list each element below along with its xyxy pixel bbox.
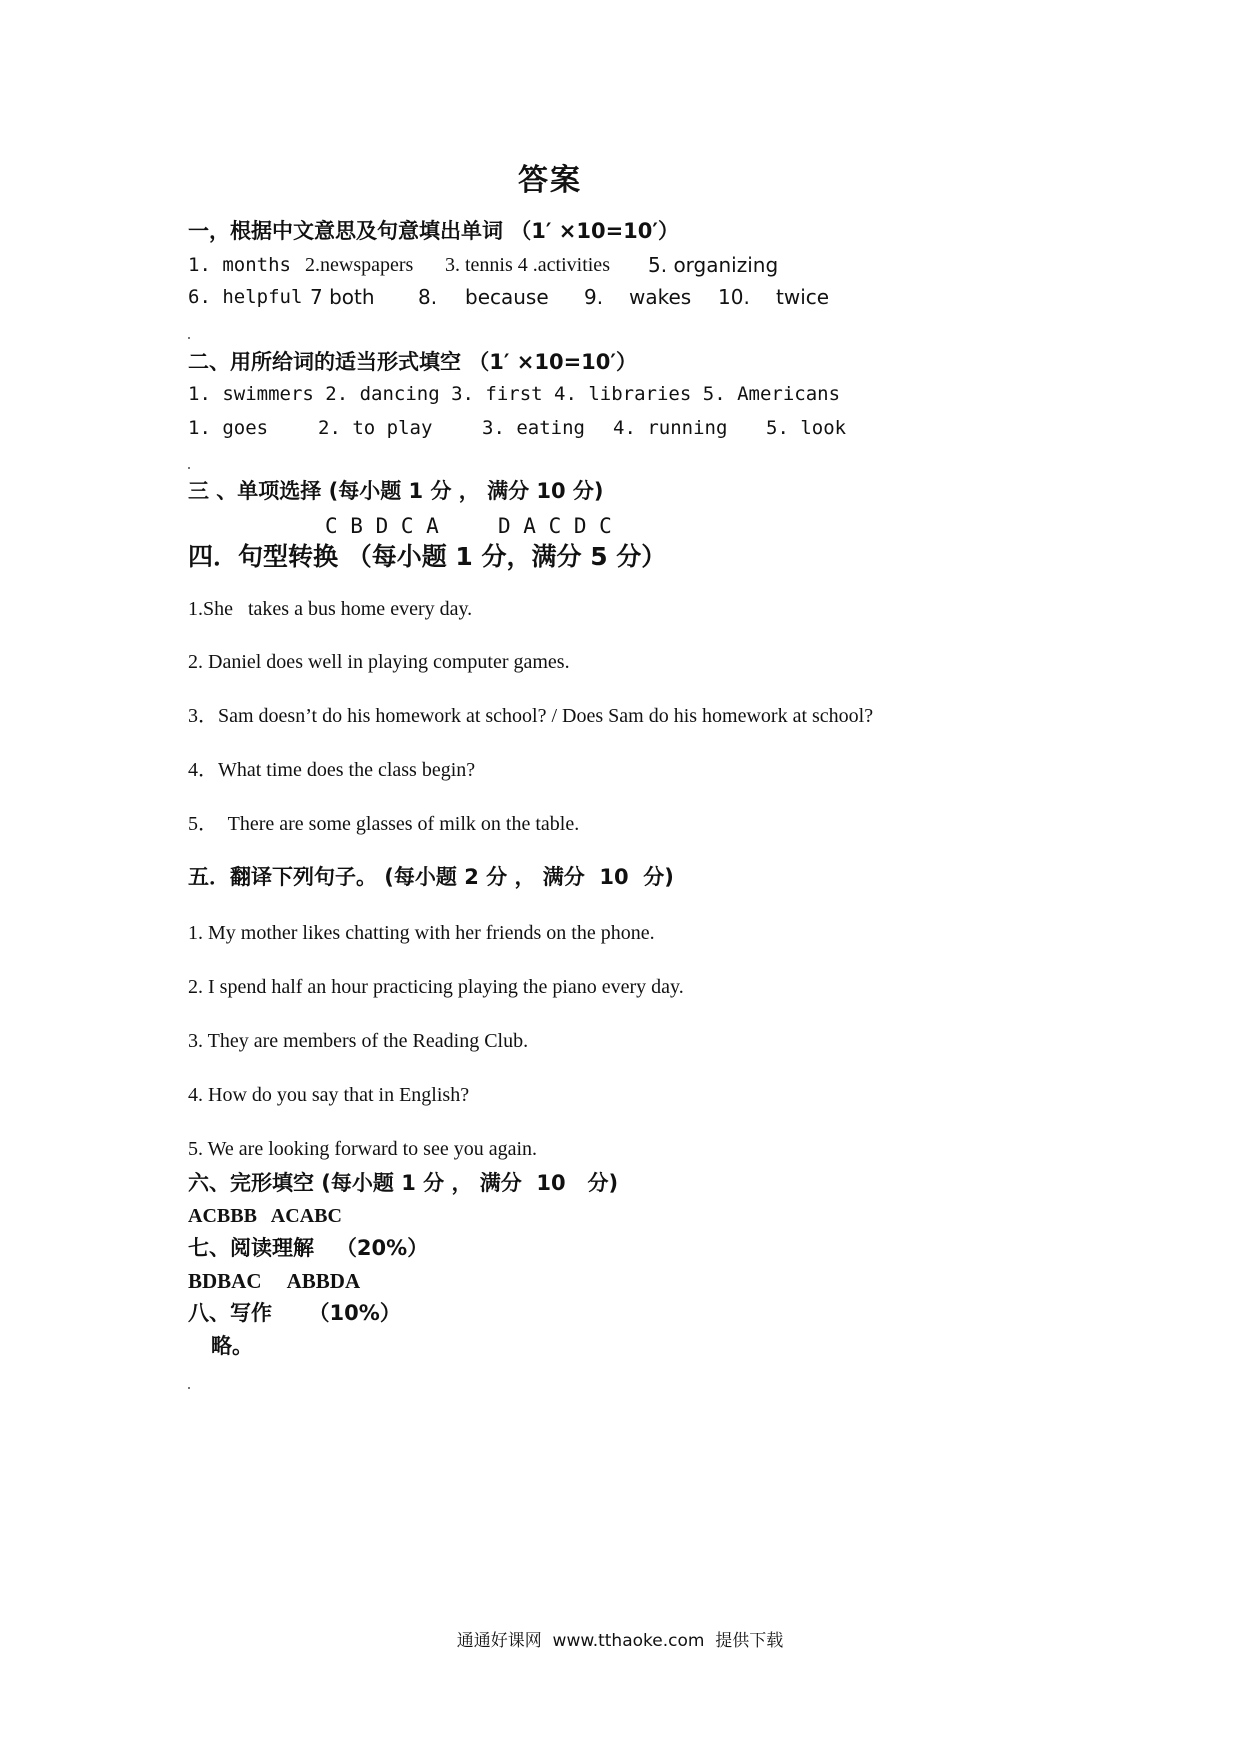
- answer-item: 2. to play: [318, 417, 433, 439]
- list-item: 5． There are some glasses of milk on the table.: [188, 813, 580, 835]
- section-2-row-1: 1. swimmers 2. dancing 3. first 4. libraries 5. Americans: [188, 383, 841, 405]
- answer-item: 3. tennis 4 .activities: [445, 254, 610, 276]
- section-6-answers: ACBBB ACABC: [188, 1205, 342, 1227]
- list-item: 2. Daniel does well in playing computer games.: [188, 651, 570, 673]
- answer-item: 4. running: [613, 417, 728, 439]
- answer-group: D A C D C: [498, 514, 612, 538]
- answer-item: 8.: [418, 285, 438, 309]
- answer-item: 3. eating: [482, 417, 585, 439]
- list-item: 3．Sam doesn’t do his homework at school? / Does Sam do his homework at school?: [188, 705, 874, 727]
- section-8-heading: 八、写作 （10%）: [188, 1301, 401, 1325]
- answer-item: 7 both: [310, 285, 375, 309]
- section-4-heading: 四．句型转换 （每小题 1 分，满分 5 分）: [188, 542, 667, 571]
- answer-item: 10.: [718, 285, 750, 309]
- list-item: 4. How do you say that in English?: [188, 1084, 470, 1106]
- section-2-heading: 二、用所给词的适当形式填空 （1′ ×10=10′）: [188, 350, 637, 374]
- section-8-answer: 略。: [211, 1334, 253, 1358]
- answer-item: because: [465, 285, 549, 309]
- list-item: 1. My mother likes chatting with her friends on the phone.: [188, 922, 655, 944]
- answer-item: 6. helpful: [188, 286, 303, 308]
- list-item: 3. They are members of the Reading Club.: [188, 1030, 529, 1052]
- section-3-heading: 三 、单项选择 (每小题 1 分 ， 满分 10 分): [188, 479, 604, 503]
- section-7-answers: BDBAC ABBDA: [188, 1269, 361, 1293]
- section-6-heading: 六、完形填空 (每小题 1 分 ， 满分 10 分): [188, 1171, 619, 1195]
- section-5-heading: 五．翻译下列句子。 (每小题 2 分 ， 满分 10 分): [188, 865, 674, 889]
- answer-item: twice: [776, 285, 830, 309]
- page-title: 答案: [518, 163, 582, 198]
- answer-item: 9.: [584, 285, 604, 309]
- answer-item: 2.newspapers: [305, 254, 414, 276]
- list-item: 2. I spend half an hour practicing playing the piano every day.: [188, 976, 684, 998]
- answer-item: wakes: [629, 285, 692, 309]
- scan-dot: [188, 467, 190, 469]
- list-item: 5. We are looking forward to see you again.: [188, 1138, 538, 1160]
- answer-item: 5. look: [766, 417, 847, 439]
- section-7-heading: 七、阅读理解 （20%）: [188, 1236, 429, 1260]
- list-item: 4．What time does the class begin?: [188, 759, 476, 781]
- list-item: 1.She takes a bus home every day.: [188, 598, 473, 620]
- scan-dot: [188, 1387, 190, 1389]
- answer-group: C B D C A: [325, 514, 439, 538]
- answer-item: 5. organizing: [648, 253, 779, 277]
- answer-item: 1. goes: [188, 417, 269, 439]
- page-footer: 通通好课网 www.tthaoke.com 提供下载: [456, 1631, 784, 1651]
- answer-item: 1. months: [188, 254, 291, 276]
- section-1-heading: 一，根据中文意思及句意填出单词 （1′ ×10=10′）: [188, 219, 679, 243]
- scan-dot: [188, 337, 190, 339]
